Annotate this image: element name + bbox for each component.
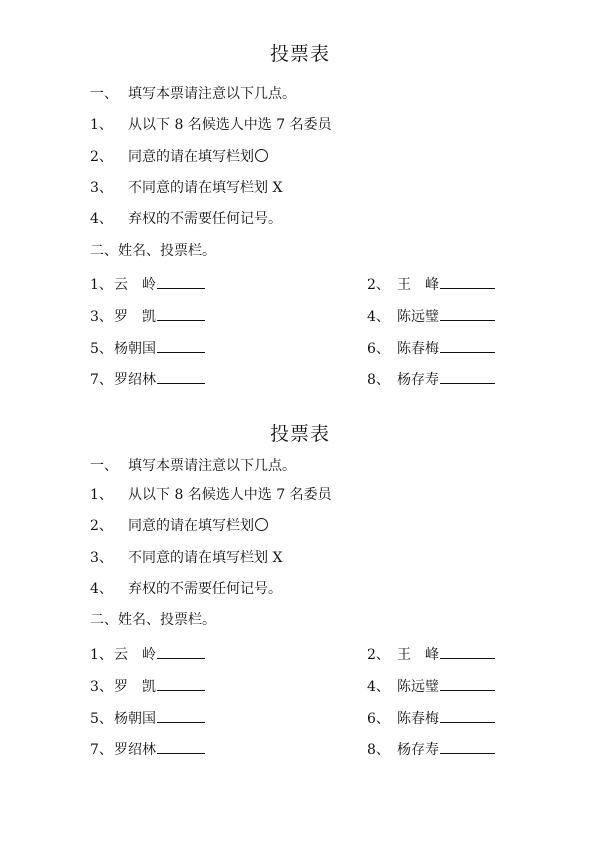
candidate-row: [367, 369, 495, 390]
section-heading: 二、姓名、投票栏。: [90, 612, 216, 628]
candidate-number: 5、: [90, 711, 113, 727]
rule-text: 从以下 8 名候选人中选 7 名委员: [128, 487, 332, 503]
candidate-name: 罗绍林: [114, 372, 156, 388]
ballot-title: 投票表: [269, 423, 330, 445]
vote-blank[interactable]: [440, 676, 495, 691]
rule-line-2: [90, 516, 268, 536]
rule-line-4: [90, 209, 282, 229]
circle-mark-icon: [255, 149, 268, 162]
vote-blank[interactable]: [440, 369, 495, 384]
candidate-row: [367, 708, 495, 729]
candidate-number: 5、: [90, 341, 113, 357]
vote-blank[interactable]: [440, 644, 495, 659]
vote-blank[interactable]: [157, 644, 205, 659]
candidate-row: [367, 306, 495, 327]
rule-line-1: [90, 485, 332, 505]
rule-number: 1、: [90, 487, 113, 503]
rule-number: 4、: [90, 211, 113, 227]
candidate-number: 4、: [367, 309, 390, 325]
vote-blank[interactable]: [157, 338, 205, 353]
candidate-number: 2、: [367, 647, 390, 663]
vote-blank[interactable]: [157, 676, 205, 691]
notice-number: 一、: [90, 458, 118, 474]
candidate-row: [90, 338, 205, 359]
candidate-number: 4、: [367, 679, 390, 695]
section-heading: 二、姓名、投票栏。: [90, 243, 216, 259]
vote-blank[interactable]: [157, 739, 205, 754]
rule-number: 2、: [90, 518, 113, 534]
notice-line: [90, 84, 296, 104]
candidate-row: [367, 644, 495, 665]
notice-text: 填写本票请注意以下几点。: [128, 458, 296, 474]
candidate-row: [90, 644, 205, 665]
vote-blank[interactable]: [157, 369, 205, 384]
candidate-row: [367, 274, 495, 295]
candidate-row: [90, 306, 205, 327]
candidate-name: 杨朝国: [114, 341, 156, 357]
vote-blank[interactable]: [157, 306, 205, 321]
candidate-row: [90, 708, 205, 729]
rule-text: 同意的请在填写栏划: [128, 149, 254, 165]
rule-line-3: [90, 178, 282, 198]
notice-text: 填写本票请注意以下几点。: [128, 86, 296, 102]
candidate-name: 杨存寿: [397, 372, 439, 388]
candidate-number: 6、: [367, 341, 390, 357]
candidate-number: 2、: [367, 277, 390, 293]
candidate-number: 8、: [367, 742, 390, 758]
rule-line-4: [90, 579, 282, 599]
rule-text: 同意的请在填写栏划: [128, 518, 254, 534]
rule-number: 1、: [90, 117, 113, 133]
candidate-name: 陈远璧: [397, 679, 439, 695]
candidate-name: 杨存寿: [397, 742, 439, 758]
candidate-name: 罗 凯: [114, 679, 156, 695]
candidate-number: 1、: [90, 647, 113, 663]
candidate-name: 罗 凯: [114, 309, 156, 325]
candidate-number: 8、: [367, 372, 390, 388]
vote-blank[interactable]: [440, 708, 495, 723]
vote-blank[interactable]: [440, 739, 495, 754]
candidate-name: 陈春梅: [397, 711, 439, 727]
vote-blank[interactable]: [157, 274, 205, 289]
rule-number: 3、: [90, 550, 113, 566]
circle-mark-icon: [255, 518, 268, 531]
candidate-name: 云 岭: [114, 277, 156, 293]
vote-blank[interactable]: [157, 708, 205, 723]
candidate-name: 陈春梅: [397, 341, 439, 357]
rule-text: 弃权的不需要任何记号。: [128, 581, 282, 597]
rule-text: 从以下 8 名候选人中选 7 名委员: [128, 117, 332, 133]
candidate-row: [90, 369, 205, 390]
candidate-name: 王 峰: [397, 647, 439, 663]
vote-blank[interactable]: [440, 338, 495, 353]
candidate-row: [90, 274, 205, 295]
rule-number: 2、: [90, 149, 113, 165]
ballot-form-1: [0, 38, 600, 418]
ballot-title: 投票表: [269, 43, 330, 65]
rule-text: 弃权的不需要任何记号。: [128, 211, 282, 227]
vote-blank[interactable]: [440, 306, 495, 321]
rule-text: 不同意的请在填写栏划 X: [128, 550, 283, 566]
candidate-row: [367, 739, 495, 760]
candidate-number: 3、: [90, 309, 113, 325]
rule-line-1: [90, 115, 332, 135]
notice-line: [90, 456, 296, 476]
rule-text: 不同意的请在填写栏划 X: [128, 180, 283, 196]
candidate-row: [90, 739, 205, 760]
candidate-row: [367, 676, 495, 697]
candidate-number: 7、: [90, 372, 113, 388]
vote-blank[interactable]: [440, 274, 495, 289]
candidate-number: 7、: [90, 742, 113, 758]
notice-number: 一、: [90, 86, 118, 102]
candidate-number: 3、: [90, 679, 113, 695]
candidate-number: 6、: [367, 711, 390, 727]
candidate-name: 云 岭: [114, 647, 156, 663]
candidate-number: 1、: [90, 277, 113, 293]
candidate-row: [367, 338, 495, 359]
candidate-row: [90, 676, 205, 697]
rule-number: 4、: [90, 581, 113, 597]
candidate-name: 王 峰: [397, 277, 439, 293]
candidate-name: 陈远璧: [397, 309, 439, 325]
rule-number: 3、: [90, 180, 113, 196]
ballot-form-2: [0, 418, 600, 798]
candidate-name: 罗绍林: [114, 742, 156, 758]
rule-line-3: [90, 548, 282, 568]
candidate-name: 杨朝国: [114, 711, 156, 727]
rule-line-2: [90, 147, 268, 167]
